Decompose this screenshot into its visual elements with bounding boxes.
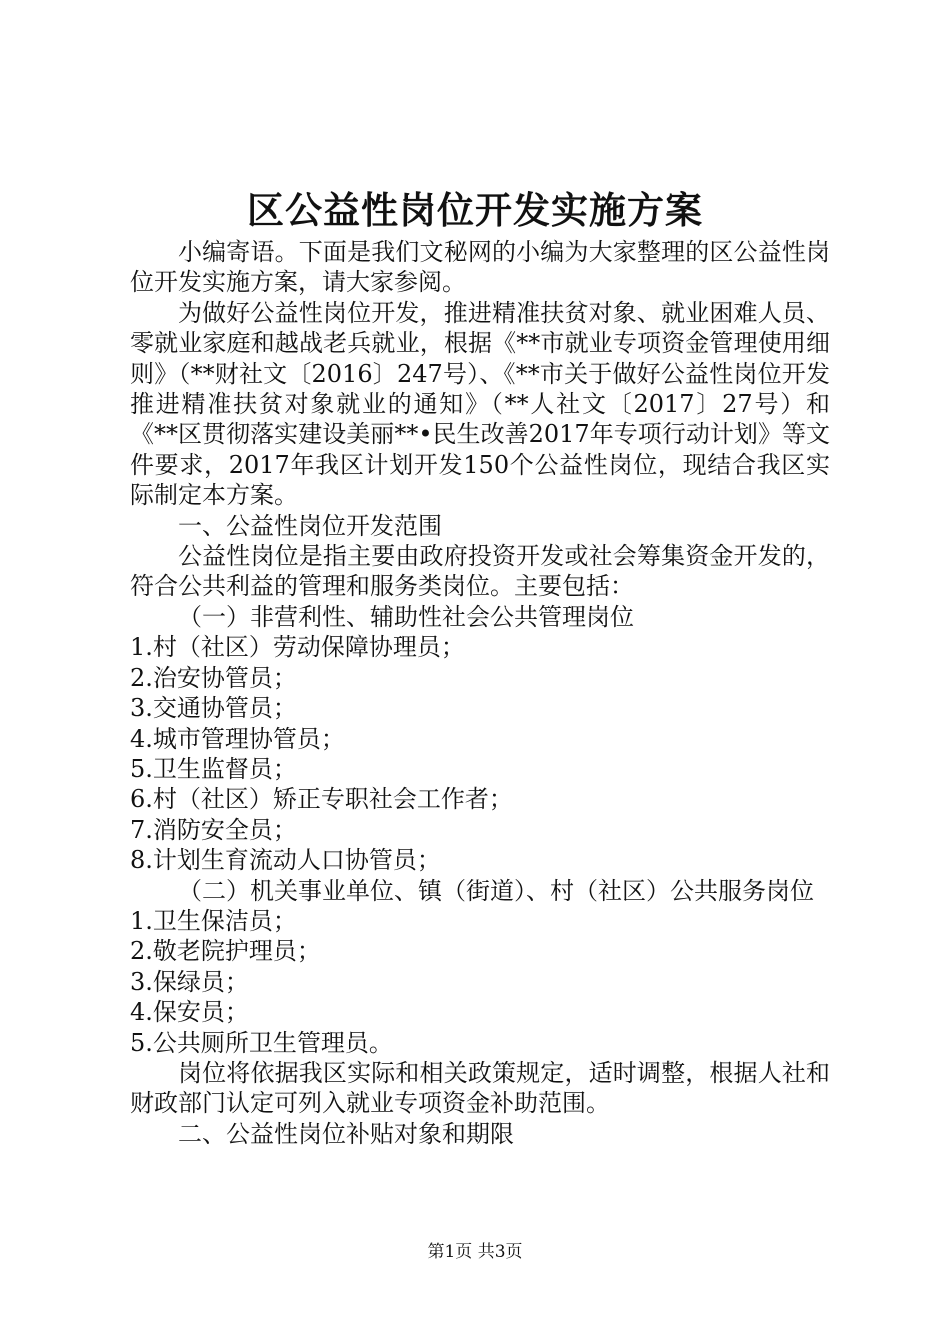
adjustment-paragraph: 岗位将依据我区实际和相关政策规定，适时调整，根据人社和财政部门认定可列入就业专项资金补助范围。 [130,1058,830,1118]
background-paragraph: 为做好公益性岗位开发，推进精准扶贫对象、就业困难人员、零就业家庭和越战老兵就业，根据《**市就业专项资金管理使用细则》（**财社文〔2016〕247号）、《**市关于做好公益性岗位开发推进精准扶贫对象就业的通知》（**人社文〔2017〕27号）和《**区贯彻落实建设美丽**•民生改善2017年专项行动计划》等文件要求，2017年我区计划开发150个公益性岗位，现结合我区实际制定本方案。 [130,298,830,510]
list-item: 4.保安员； [130,998,249,1027]
subsection-heading-1: （一）非营利性、辅助性社会公共管理岗位 [178,602,634,631]
page-footer: 第1页 共3页 [427,1242,523,1262]
scope-paragraph: 公益性岗位是指主要由政府投资开发或社会筹集资金开发的，符合公共利益的管理和服务类岗位。主要包括： [130,542,830,601]
list-item: 6.村（社区）矫正专职社会工作者； [130,785,513,814]
list-item: 3.交通协管员； [130,694,297,723]
list-item: 2.治安协管员； [130,663,297,692]
list-item: 5.卫生监督员； [130,754,297,783]
list-item: 7.消防安全员； [130,815,297,844]
list-item: 8.计划生育流动人口协管员； [130,846,441,875]
document-title: 区公益性岗位开发实施方案 [247,188,703,232]
list-item: 5.公共厕所卫生管理员。 [130,1028,393,1057]
list-item: 1.卫生保洁员； [130,906,297,935]
subsection-heading-2: （二）机关事业单位、镇（街道）、村（社区）公共服务岗位 [178,876,814,905]
list-item: 1.村（社区）劳动保障协理员； [130,633,465,662]
document-body [130,237,830,1149]
list-item: 2.敬老院护理员； [130,937,321,966]
section-heading-1: 一、公益性岗位开发范围 [178,511,442,540]
section-heading-2: 二、公益性岗位补贴对象和期限 [178,1119,514,1148]
list-item: 4.城市管理协管员； [130,724,345,753]
intro-paragraph: 小编寄语。下面是我们文秘网的小编为大家整理的区公益性岗位开发实施方案，请大家参阅。 [130,238,830,297]
list-item: 3.保绿员； [130,967,249,996]
